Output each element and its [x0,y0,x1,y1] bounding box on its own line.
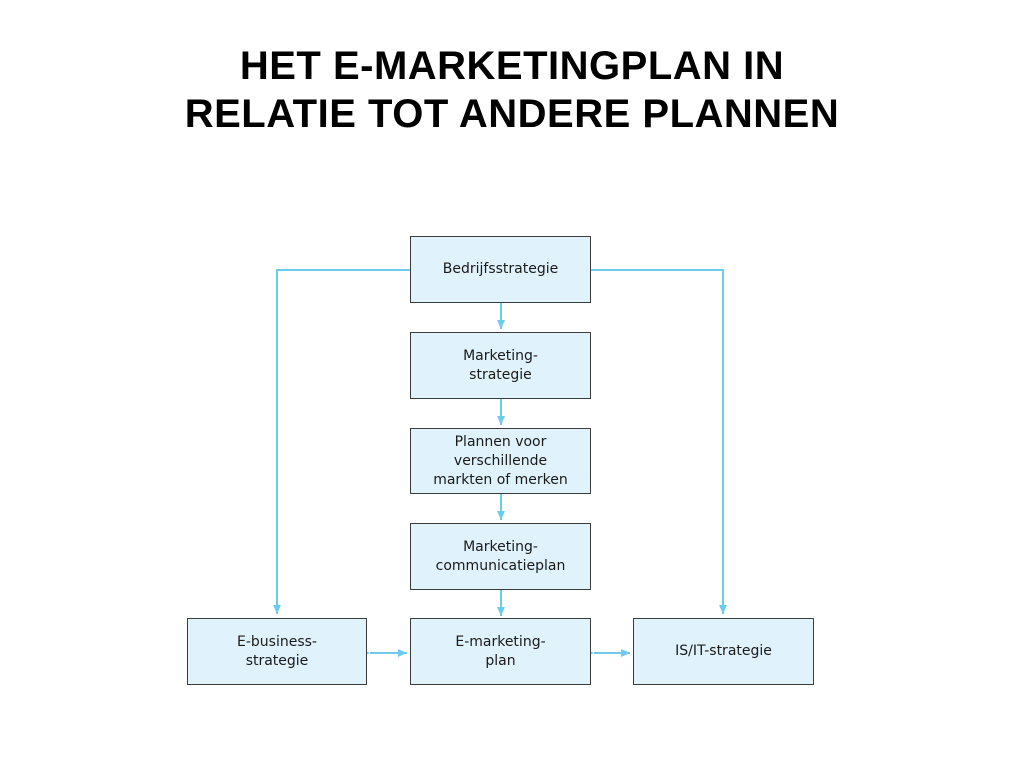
node-bedrijfsstrategie: Bedrijfsstrategie [410,236,591,303]
node-e-marketing-plan: E-marketing- plan [410,618,591,685]
arrow-bedrijf-to-isit [590,270,723,614]
arrow-bedrijf-to-ebusiness [277,270,411,614]
node-e-business-strategie: E-business- strategie [187,618,367,685]
node-plannen-markten: Plannen voor verschillende markten of merken [410,428,591,494]
slide-title-line-2: RELATIE TOT ANDERE PLANNEN [184,92,840,136]
node-is-it-strategie: IS/IT-strategie [633,618,814,685]
slide-title-line-1: HET E-MARKETINGPLAN IN [239,44,785,88]
node-marketing-communicatieplan: Marketing- communicatieplan [410,523,591,590]
node-marketing-strategie: Marketing- strategie [410,332,591,399]
